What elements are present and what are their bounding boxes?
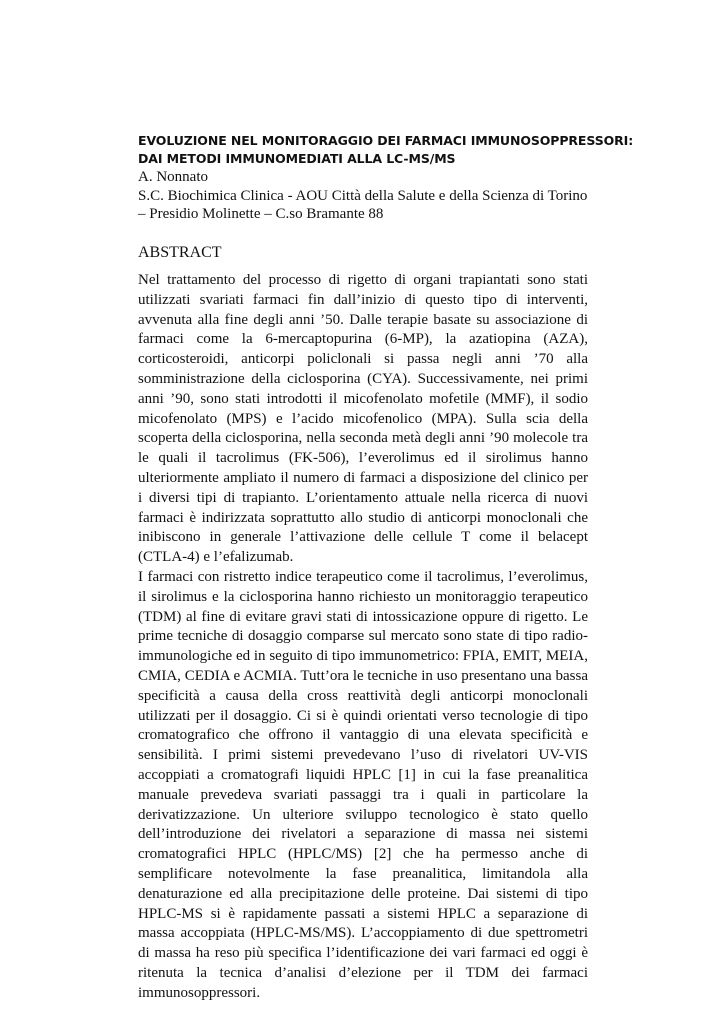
author-name: A. Nonnato [138,169,208,185]
author-block [138,168,598,224]
title-line-1: EVOLUZIONE NEL MONITORAGGIO DEI FARMACI IMMUNOSOPPRESSORI: [138,133,634,148]
title-line-2: DAI METODI IMMUNOMEDIATI ALLA LC-MS/MS [138,151,456,166]
abstract-heading: ABSTRACT [138,244,222,261]
affiliation-line-1: S.C. Biochimica Clinica - AOU Città della Salute e della Scienza di Torino [138,187,588,204]
paper-title [138,132,634,168]
abstract-paragraph-1: Nel trattamento del processo di rigetto di organi trapiantati sono stati utilizzati svariati farmaci fin dall’inizio di questo tipo di interventi, avvenuta alla fine degli anni ’50. Dalle terapie basate su associazione di farmaci come la 6-mercaptopurina (6-MP), la azatiopina (AZA), corticosteroidi, anticorpi policlonali si passa negli anni ’70 alla somministrazione della ciclosporina (CYA). Successivamente, nei primi anni ’90, sono stati introdotti il micofenolato mofetile (MMF), il sodio micofenolato (MPS) e l’acido micofenolico (MPA). Sulla scia della scoperta della ciclosporina, nella seconda metà degli anni ’90 molecole tra le quali il tacrolimus (FK-506), l’everolimus ed il sirolimus hanno ulteriormente ampliato il numero di farmaci a disposizione del clinico per i diversi tipi di trapianto. L’orientamento attuale nella ricerca di nuovi farmaci è indirizzata soprattutto allo studio di anticorpi monoclonali che inibiscono in generale l’attivazione delle cellule T come il belacept (CTLA-4) e l’efalizumab. [138,272,588,566]
abstract-body [138,271,588,1003]
abstract-paragraph-2: I farmaci con ristretto indice terapeutico come il tacrolimus, l’everolimus, il sirolimus e la ciclosporina hanno richiesto un monitoraggio terapeutico (TDM) al fine di evitare gravi stati di intossicazione oppure di rigetto. Le prime tecniche di dosaggio comparse sul mercato sono state di tipo radio-immunologiche ed in seguito di tipo immunometrico: FPIA, EMIT, MEIA, CMIA, CEDIA e ACMIA. Tutt’ora le tecniche in uso presentano una bassa specificità a causa della cross reattività degli anticorpi monoclonali utilizzati per il dosaggio. Ci si è quindi orientati verso tecnologie di tipo cromatografico che offrono il vantaggio di una elevata specificità e sensibilità. I primi sistemi prevedevano l’uso di rivelatori UV-VIS accoppiati a cromatografi liquidi HPLC [1] in cui la fase preanalitica manuale prevedeva svariati passaggi tra i quali in particolare la derivatizzazione. Un ulteriore sviluppo tecnologico è stato quello dell’introduzione dei rivelatori a separazione di massa nei sistemi cromatografici HPLC (HPLC/MS) [2] che ha permesso anche di semplificare notevolmente la fase preanalitica, limitandola alla denaturazione ed alla precipitazione delle proteine. Dai sistemi di tipo HPLC-MS si è rapidamente passati a sistemi HPLC a separazione di massa accoppiata (HPLC-MS/MS). L’accoppiamento di due spettrometri di massa ha reso più specifica l’identificazione dei vari farmaci ed oggi è ritenuta la tecnica d’analisi d’elezione per il TDM dei farmaci immunosoppressori. [138,568,588,1001]
affiliation-line-2: – Presidio Molinette – C.so Bramante 88 [138,206,384,222]
